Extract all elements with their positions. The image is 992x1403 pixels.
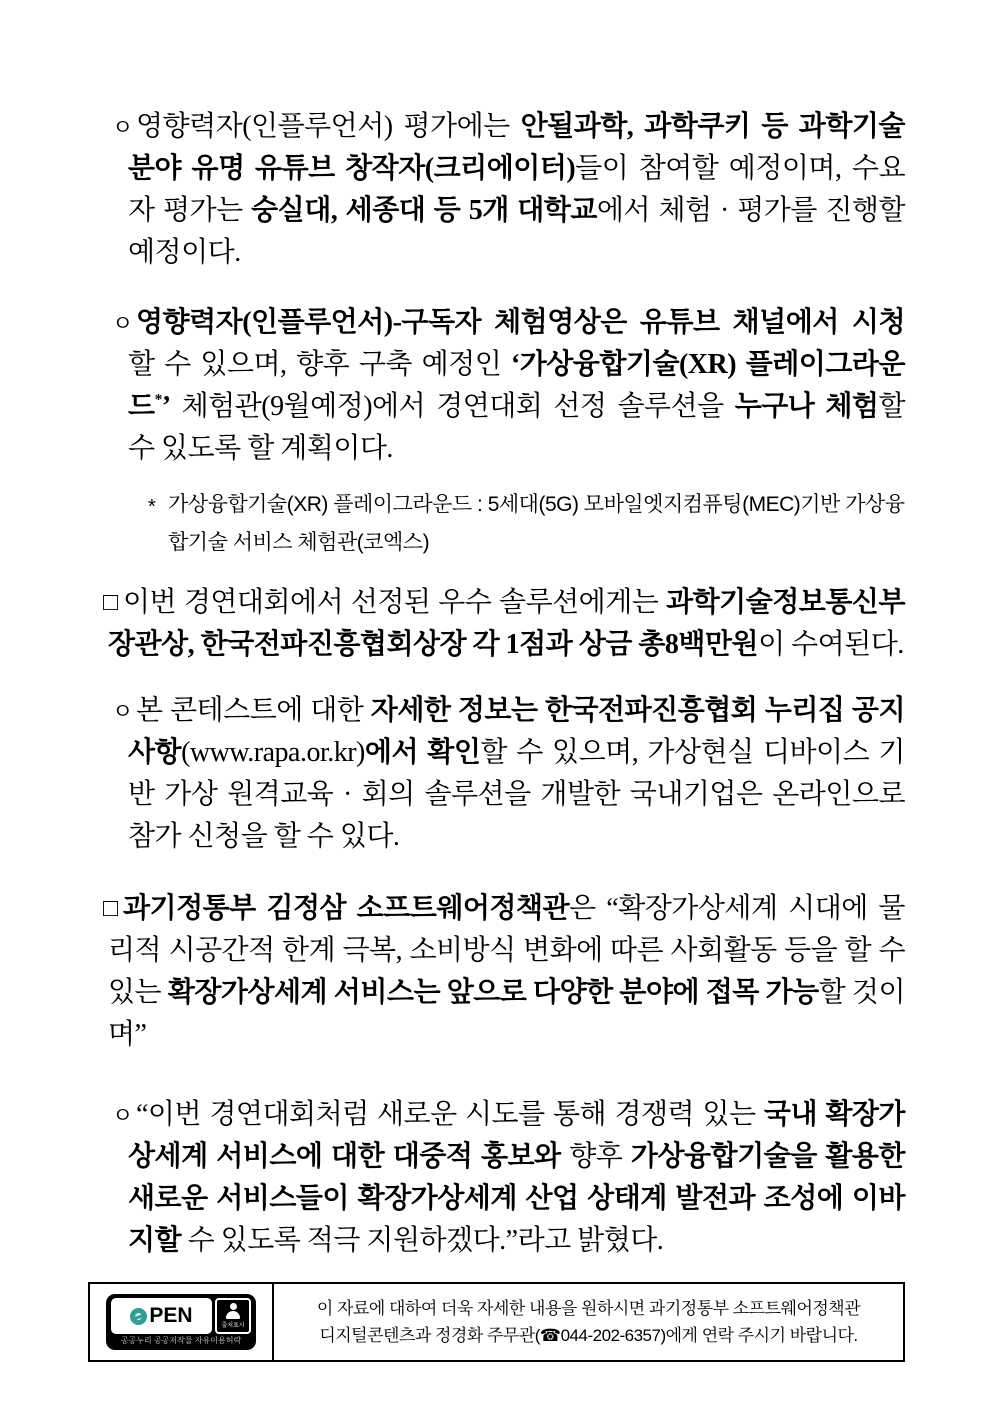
footnote-xr-playground xyxy=(148,486,905,562)
badge-label: 출처표시 xyxy=(221,1323,245,1329)
text-segment: 들이 참여할 예정이며, 수요자 평가는 xyxy=(128,153,905,226)
text-segment: 이번 경연대회에서 선정된 우수 솔루션에게는 xyxy=(123,587,667,618)
text-segment: 과학기술정보통신부 장관상, 한국전파진흥협회상장 각 1점과 상금 총8백만원 xyxy=(108,587,905,660)
document-body xyxy=(88,106,905,1262)
kogl-strip-text: 공공누리 공공저작물 자유이용허락 xyxy=(120,1336,242,1345)
para-contest-info xyxy=(104,690,905,858)
paragraph-bullet: □ xyxy=(103,589,118,616)
contact-line-1: 이 자료에 대하여 더욱 자세한 내용을 원하시면 과기정통부 소프트웨어정책관 xyxy=(316,1299,861,1318)
paragraph-text xyxy=(128,1099,905,1256)
kogl-open-logo xyxy=(106,1294,256,1350)
paragraph-bullet: □ xyxy=(103,895,118,922)
text-segment: ’ xyxy=(161,391,171,422)
text-segment: 에서 체험 · 평가를 진행할 예정이다. xyxy=(128,195,905,268)
text-segment: 누구나 체험 xyxy=(734,391,879,422)
text-segment: 영향력자(인플루언서)-구독자 체험영상은 유튜브 채널에서 시청 xyxy=(136,307,905,338)
text-segment: 할 수 있도록 할 계획이다. xyxy=(128,391,906,464)
text-segment: 영향력자(인플루언서) 평가에는 xyxy=(136,111,521,142)
text-segment: (www.rapa.or.kr) xyxy=(181,737,365,768)
paragraph-bullet: ㅇ xyxy=(112,699,133,724)
footer-logo-cell xyxy=(90,1284,274,1360)
paragraph-text xyxy=(128,307,905,464)
paragraph-bullet: ㅇ xyxy=(112,115,133,140)
text-segment: ‘가상융합기술(XR) 플레이그라운드 xyxy=(128,349,905,422)
text-segment: 향후 xyxy=(560,1141,631,1172)
text-segment: 가상융합기술을 활용한 새로운 서비스들이 확장가상세계 산업 상태계 발전과 조성에 이바지할 xyxy=(128,1141,905,1256)
paragraph-text xyxy=(128,695,905,852)
text-segment: 수 있도록 적극 지원하겠다.”라고 밝혔다. xyxy=(181,1225,664,1256)
open-o-icon xyxy=(130,1308,147,1325)
text-segment: 할 것이며” xyxy=(108,977,905,1050)
person-icon xyxy=(226,1303,240,1319)
text-segment: * xyxy=(154,391,162,409)
text-segment: 가상융합기술(XR) 플레이그라운드 : 5세대(5G) 모바일엣지컴퓨팅(MEC)기반 가상융합기술 서비스 체험관(코엑스) xyxy=(168,493,905,554)
document-content xyxy=(88,106,905,1362)
footer-info-box xyxy=(88,1282,905,1362)
text-segment: 본 콘테스트에 대한 xyxy=(136,695,371,726)
source-attribution-badge xyxy=(215,1298,251,1334)
para-official-statement xyxy=(88,888,905,1056)
paragraph-text xyxy=(108,587,905,660)
text-segment: “이번 경연대회처럼 새로운 시도를 통해 경쟁력 있는 xyxy=(136,1099,764,1130)
text-segment: 안될과학, 과학쿠키 등 과학기술 분야 유명 유튜브 창작자(크리에이터) xyxy=(128,111,905,184)
paragraph-bullet: ㅇ xyxy=(112,311,133,336)
paragraph-text xyxy=(108,893,905,1050)
para-awards xyxy=(88,582,905,666)
text-segment: 은 “확장가상세계 시대에 물리적 시공간적 한계 극복, 소비방식 변화에 따른 사회활동 등을 할 수 있는 xyxy=(108,893,905,1008)
para-experience-video xyxy=(104,302,905,470)
paragraph-text xyxy=(128,111,905,268)
text-segment: 과기정통부 김정삼 소프트웨어정책관 xyxy=(123,893,570,924)
para-influencer-eval xyxy=(104,106,905,274)
text-segment: 할 수 있으며, 향후 구축 예정인 xyxy=(128,349,511,380)
text-segment: 자세한 정보는 한국전파진흥협회 누리집 공지사항 xyxy=(128,695,906,768)
footer-contact xyxy=(274,1284,903,1360)
text-segment: 체험관(9월예정)에서 경연대회 선정 솔루션을 xyxy=(170,391,735,422)
paragraph-bullet: ㅇ xyxy=(112,1103,133,1128)
paragraph-text xyxy=(168,493,905,554)
text-segment: 숭실대, 세종대 등 5개 대학교 xyxy=(251,195,597,226)
para-official-quote xyxy=(104,1094,905,1262)
text-segment: 에서 확인 xyxy=(364,737,481,768)
text-segment: 할 수 있으며, 가상현실 디바이스 기반 가상 원격교육 · 회의 솔루션을 개발한 국내기업은 온라인으로 참가 신청을 할 수 있다. xyxy=(128,737,905,852)
open-pen-text: PEN xyxy=(149,1304,193,1327)
text-segment: 확장가상세계 서비스는 앞으로 다양한 분야에 접목 가능 xyxy=(167,977,819,1008)
kogl-logo-top xyxy=(111,1298,251,1334)
paragraph-bullet: * xyxy=(148,496,156,518)
contact-line-2: 디지털콘텐츠과 정경화 주무관(☎044-202-6357)에게 연락 주시기 바랍니다. xyxy=(319,1326,858,1345)
text-segment: 이 수여된다. xyxy=(758,629,904,660)
text-segment: 국내 확장가상세계 서비스에 대한 대중적 홍보와 xyxy=(128,1099,905,1172)
open-mark xyxy=(111,1298,212,1334)
